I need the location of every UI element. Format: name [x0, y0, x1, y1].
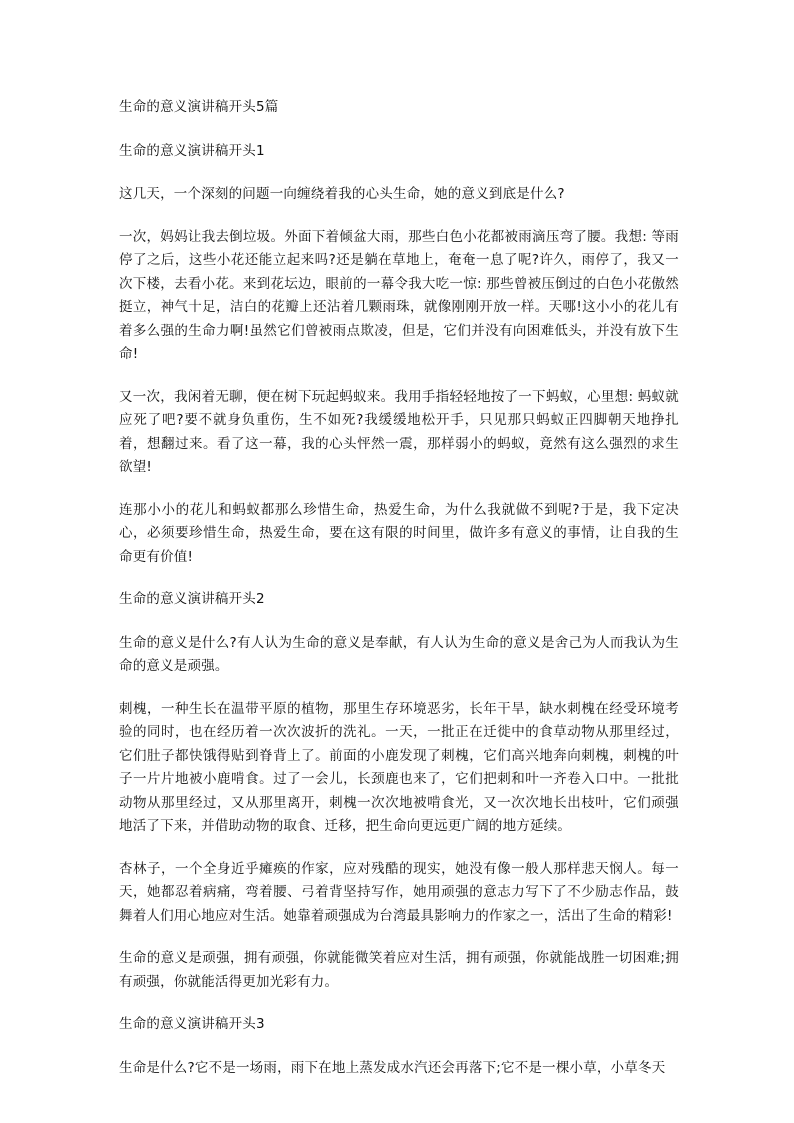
- section-heading-1: 生命的意义演讲稿开头1: [119, 142, 265, 159]
- paragraph: 生命的意义是顽强，拥有顽强，你就能微笑着应对生活，拥有顽强，你就能战胜一切困难;拥有顽强，你就能活得更加光彩有力。: [119, 950, 679, 990]
- paragraph: 这几天，一个深刻的问题一向缠绕着我的心头生命，她的意义到底是什么?: [119, 186, 565, 202]
- section-heading-2: 生命的意义演讲稿开头2: [119, 591, 265, 607]
- paragraph: 连那小小的花儿和蚂蚁都那么珍惜生命，热爱生命，为什么我就做不到呢?于是，我下定决心，必须要珍惜生命，热爱生命，要在这有限的时间里，做许多有意义的事情，让自我的生命更有价值!: [119, 501, 679, 565]
- paragraph: 生命的意义是什么?有人认为生命的意义是奉献，有人认为生命的意义是舍己为人而我认为生命的意义是顽强。: [119, 634, 679, 674]
- paragraph: 杏林子，一个全身近乎瘫痪的作家，应对残酷的现实，她没有像一般人那样悲天悯人。每一天，她都忍着病痛，弯着腰、弓着背坚持写作，她用顽强的意志力写下了不少励志作品，鼓舞着人们用心地应对生活。她靠着顽强成为台湾最具影响力的作家之一，活出了生命的精彩!: [119, 860, 679, 924]
- paragraph: 一次，妈妈让我去倒垃圾。外面下着倾盆大雨，那些白色小花都被雨滴压弯了腰。我想: 等雨停了之后，这些小花还能立起来吗?还是躺在草地上，奄奄一息了呢?许久，雨停了，我又一次下楼，去看小花。来到花坛边，眼前的一幕令我大吃一惊: 那些曾被压倒过的白色小花傲然挺立，神气十足，洁白的花瓣上还沾着几颗雨珠，就像刚刚开放一样。天哪!这小小的花儿有着多么强的生命力啊!虽然它们曾被雨点欺凌，但是，它们并没有向困难低头，并没有放下生命!: [119, 228, 679, 362]
- section-heading-3: 生命的意义演讲稿开头3: [119, 1016, 265, 1032]
- document-title: 生命的意义演讲稿开头5篇: [119, 99, 279, 115]
- document-page: [119, 96, 679, 1099]
- paragraph: 生命是什么?它不是一场雨，雨下在地上蒸发成水汽还会再落下;它不是一棵小草，小草冬天: [119, 1059, 666, 1076]
- paragraph: 又一次，我闲着无聊，便在树下玩起蚂蚁来。我用手指轻轻地按了一下蚂蚁，心里想: 蚂蚁就应死了吧?要不就身负重伤，生不如死?我缓缓地松开手，只见那只蚂蚁正四脚朝天地挣扎着，想翻过来。看了这一幕，我的心头怦然一震，那样弱小的蚂蚁，竟然有这么强烈的求生欲望!: [119, 388, 679, 475]
- paragraph: 刺槐，一种生长在温带平原的植物，那里生存环境恶劣，长年干旱，缺水刺槐在经受环境考验的同时，也在经历着一次次波折的洗礼。一天，一批正在迁徙中的食草动物从那里经过，它们肚子都快饿得贴到脊背上了。前面的小鹿发现了刺槐，它们高兴地奔向刺槐，刺槐的叶子一片片地被小鹿啃食。过了一会儿，长颈鹿也来了，它们把刺和叶一齐卷入口中。一批批动物从那里经过，又从那里离开，刺槐一次次地被啃食光，又一次次地长出枝叶，它们顽强地活了下来，并借助动物的取食、迁移，把生命向更远更广阔的地方延续。: [119, 700, 679, 834]
